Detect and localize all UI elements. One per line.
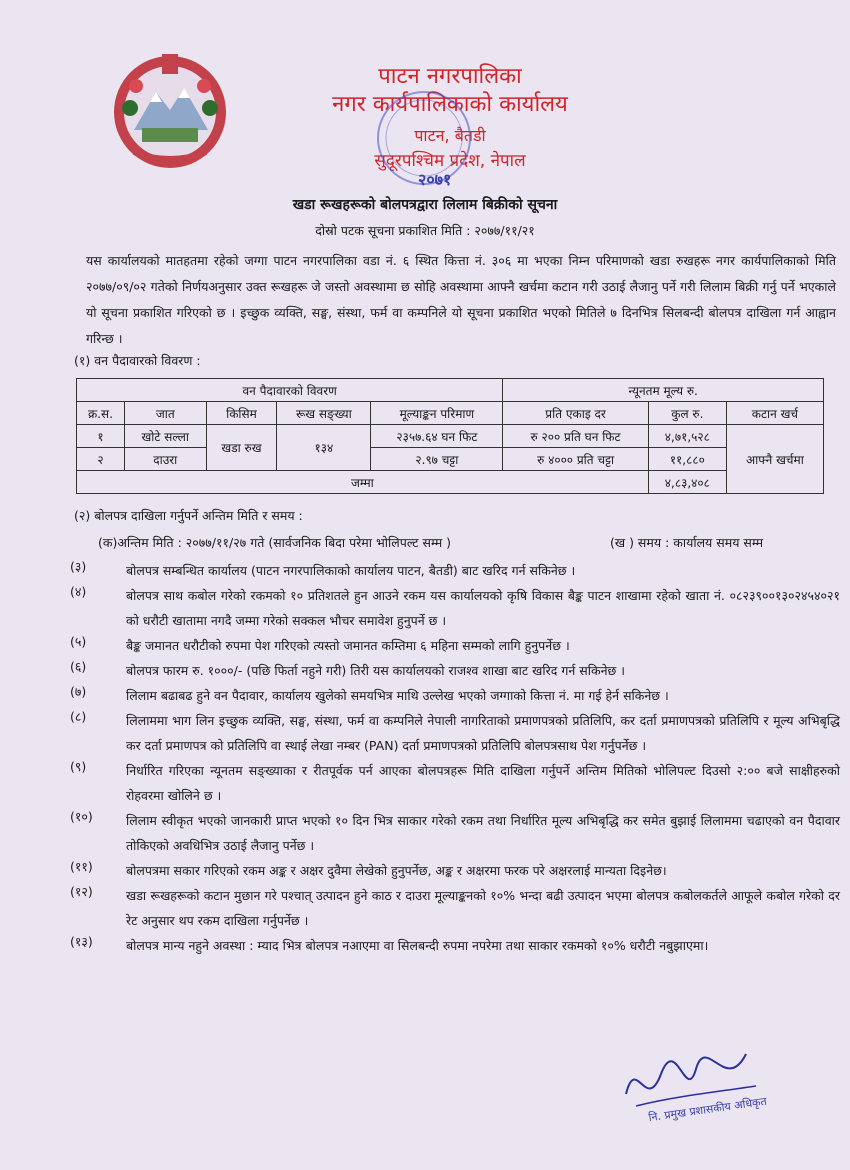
table-header: रूख सङ्ख्या xyxy=(277,402,371,425)
table-cell: २ xyxy=(77,448,125,471)
table-cell: आफ्नै खर्चमा xyxy=(726,425,823,494)
publish-date: दोस्रो पटक सूचना प्रकाशित मिति : २०७७/११/२१ xyxy=(315,223,535,238)
table-cell: ४,७१,५२८ xyxy=(648,425,726,448)
notice-title: खडा रूखहरूको बोलपत्रद्वारा लिलाम बिक्रीको सूचना xyxy=(292,197,558,213)
item-number: (६) xyxy=(70,659,87,674)
table-cell: रु २०० प्रति घन फिट xyxy=(503,425,648,448)
table-cell: १३४ xyxy=(277,425,371,471)
table-cell: खडा रुख xyxy=(206,425,277,471)
item-text: निर्धारित गरिएका न्यूनतम सङ्ख्याका र रीतपूर्वक पर्न आएका बोलपत्रहरू मिति दाखिला गर्नुपर्ने अन्तिम मितिको भोलिपल्ट दिउसो २:०० बजे साक्षीहरुको रोहवरमा खोलिने छ । xyxy=(126,763,840,803)
item-text: लिलाममा भाग लिन इच्छुक व्यक्ति, सङ्घ, संस्था, फर्म वा कम्पनिले नेपाली नागरिताको प्रमाणपत्रको प्रतिलिपि, कर दर्ता प्रमाणपत्रको प्रतिलिपि र मूल्य अभिबृद्धि कर दर्ता प्रमाणपत्र को प्रतिलिपि वा स्थाई लेखा नम्बर (PAN) दर्ता प्रमाणपत्रको प्रतिलिपि बोलपत्रसाथ पेश गर्नुपर्नेछ । xyxy=(126,713,840,753)
item-number: (१२) xyxy=(70,884,93,899)
office-address: पाटन, बैतडी xyxy=(414,126,486,145)
item-text: खडा रूखहरूको कटान मुछान गरे पश्चात् उत्पादन हुने काठ र दाउरा मूल्याङ्कनको १०% भन्दा बढी उत्पादन भएमा बोलपत्र कबोलकर्तले आफूले कबोल गरेको दर रेट अनुसार थप रकम दाखिला गर्नुपर्नेछ । xyxy=(126,888,840,928)
list-item xyxy=(70,633,840,658)
section1-label: (१) वन पैदावारको विवरण : xyxy=(74,353,201,368)
table-cell: दाउरा xyxy=(124,448,206,471)
table-header: किसिम xyxy=(206,402,277,425)
list-item xyxy=(70,758,840,808)
deadline-date: (क)अन्तिम मिति : २०७७/११/२७ गते (सार्वजनिक बिदा परेमा भोलिपल्ट सम्म ) xyxy=(98,535,452,550)
table-row xyxy=(77,425,824,448)
list-item xyxy=(70,883,840,933)
table-total-row xyxy=(77,471,824,494)
item-number: (४) xyxy=(70,584,87,599)
list-item xyxy=(70,583,840,633)
table-group-header: वन पैदावारको विवरण xyxy=(77,379,503,402)
intro-paragraph: यस कार्यालयको मातहतमा रहेको जग्गा पाटन नगरपालिका वडा नं. ६ स्थित कित्ता नं. ३०६ मा भएका निम्न परिमाणको खडा रुखहरू नगर कार्यपालिकाको मिति २०७७/०९/०२ गतेको निर्णयअनुसार उक्त रूखहरू जे जस्तो अवस्थामा छ सोहि अवस्थामा आफ्नै खर्चमा कटान गरी उठाई लैजानु पर्ने गरी लिलाम बिक्री गर्नु पर्ने भएकाले यो सूचना प्रकाशित गरिएको छ । इच्छुक व्यक्ति, सङ्घ, संस्था, फर्म वा कम्पनिले यो सूचना प्रकाशित भएको मितिले ७ दिनभित्र सिलबन्दी बोलपत्र दाखिला गर्न आह्वान गरिन्छ । xyxy=(86,253,836,346)
org-name: पाटन नगरपालिका xyxy=(378,64,522,89)
table-cell: ११,८८० xyxy=(648,448,726,471)
table-cell: १ xyxy=(77,425,125,448)
table-header: क्र.स. xyxy=(77,402,125,425)
item-text: लिलाम स्वीकृत भएको जानकारी प्राप्त भएको १० दिन भित्र साकार गरेको रकम तथा निर्धारित मूल्य अभिबृद्धि कर समेत बुझाई लिलाममा चढाएको वन पैदावार तोकिएको अवधिभित्र उठाई लैजानु पर्नेछ । xyxy=(126,813,840,853)
table-header: कुल रु. xyxy=(648,402,726,425)
item-text: बोलपत्र फारम रु. १०००/- (पछि फिर्ता नहुने गरी) तिरी यस कार्यालयको राजश्व शाखा बाट खरिद गर्न सकिनेछ । xyxy=(126,663,625,678)
office-name: नगर कार्यपालिकाको कार्यालय xyxy=(332,92,568,117)
table-cell: खोटे सल्ला xyxy=(124,425,206,448)
product-table xyxy=(76,378,824,494)
item-number: (३) xyxy=(70,559,87,574)
item-number: (१०) xyxy=(70,809,93,824)
list-item xyxy=(70,683,840,708)
table-row xyxy=(77,448,824,471)
table-header: प्रति एकाइ दर xyxy=(503,402,648,425)
total-label: जम्मा xyxy=(77,471,649,494)
item-text: बोलपत्र मान्य नहुने अवस्था : म्याद भित्र बोलपत्र नआएमा वा सिलबन्दी रुपमा नपरेमा तथा साकार रकमको १०% धरौटी नबुझाएमा। xyxy=(126,938,709,953)
list-item xyxy=(70,808,840,858)
table-header: कटान खर्च xyxy=(726,402,823,425)
table-group-header: न्यूनतम मूल्य रु. xyxy=(503,379,824,402)
list-item xyxy=(70,858,840,883)
section2-label: (२) बोलपत्र दाखिला गर्नुपर्ने अन्तिम मिति र समय : xyxy=(74,508,303,523)
table-cell: २३५७.६४ घन फिट xyxy=(371,425,503,448)
item-text: बोलपत्रमा सकार गरिएको रकम अङ्क र अक्षर दुवैमा लेखेको हुनुपर्नेछ, अङ्क र अक्षरमा फरक परे अक्षरलाई मान्यता दिइनेछ। xyxy=(126,863,667,878)
table-cell: रु ४००० प्रति चट्टा xyxy=(503,448,648,471)
table-header: मूल्याङ्कन परिमाण xyxy=(371,402,503,425)
item-text: बोलपत्र साथ कबोल गरेको रकमको १० प्रतिशतले हुन आउने रकम यस कार्यालयको कृषि विकास बैङ्क पाटन शाखामा रहेको खाता नं. ०८२३९००१३०२४५४०२१ को धरौटी खातामा नगदै जम्मा गरेको सक्कल भौचर समावेश हुनुपर्ने छ । xyxy=(126,588,840,628)
item-text: बैङ्क जमानत धरौटीको रुपमा पेश गरिएको त्यस्तो जमानत कम्तिमा ६ महिना सम्मको लागि हुनुपर्नेछ । xyxy=(126,638,570,653)
stamp-year: २०७१ xyxy=(418,170,452,189)
item-number: (११) xyxy=(70,859,93,874)
item-number: (८) xyxy=(70,709,87,724)
deadline-time: (ख ) समय : कार्यालय समय सम्म xyxy=(610,535,764,550)
list-item xyxy=(70,708,840,758)
conditions-list xyxy=(70,558,840,958)
list-item xyxy=(70,933,840,958)
nepal-emblem-icon xyxy=(104,42,236,174)
table-header: जात xyxy=(124,402,206,425)
item-number: (७) xyxy=(70,684,87,699)
list-item xyxy=(70,558,840,583)
total-value: ४,८३,४०८ xyxy=(648,471,726,494)
item-number: (५) xyxy=(70,634,87,649)
signatory-designation: नि. प्रमुख प्रशासकीय अधिकृत xyxy=(647,1094,768,1125)
list-item xyxy=(70,658,840,683)
item-text: बोलपत्र सम्बन्धित कार्यालय (पाटन नगरपालिकाको कार्यालय पाटन, बैतडी) बाट खरिद गर्न सकिनेछ । xyxy=(126,563,576,578)
item-number: (९) xyxy=(70,759,87,774)
item-text: लिलाम बढाबढ हुने वन पैदावार, कार्यालय खुलेको समयभित्र माथि उल्लेख भएको जग्गाको कित्ता नं. मा गई हेर्न सकिनेछ । xyxy=(126,688,669,703)
province-name: सुदूरपश्चिम प्रदेश, नेपाल xyxy=(374,151,526,171)
item-number: (१३) xyxy=(70,934,93,949)
table-cell: २.९७ चट्टा xyxy=(371,448,503,471)
